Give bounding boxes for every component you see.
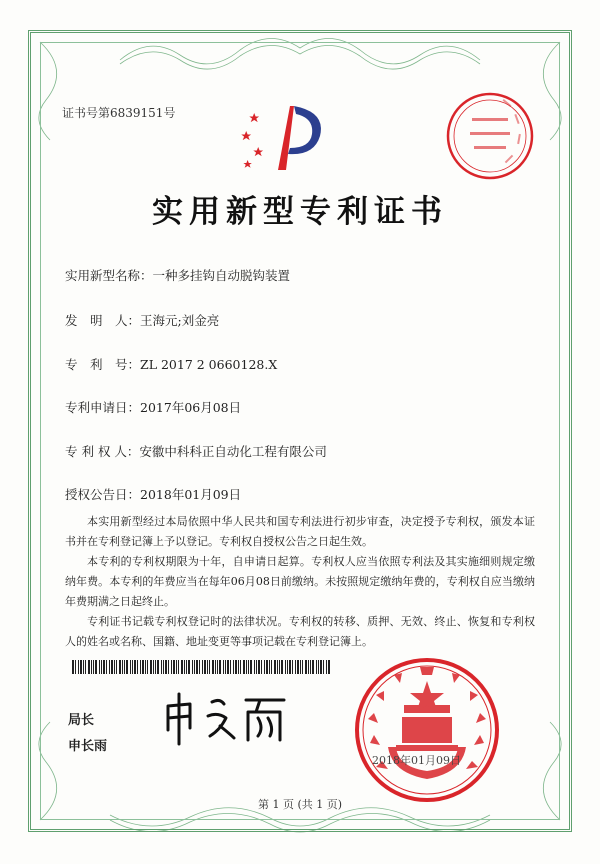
barcode-bar xyxy=(155,660,156,674)
barcode-bar xyxy=(103,660,105,674)
barcode-bar xyxy=(254,660,255,674)
barcode-bar xyxy=(111,660,113,674)
barcode-bar xyxy=(320,660,322,674)
barcode-bar xyxy=(281,660,283,674)
barcode-bar xyxy=(153,660,154,674)
barcode-bar xyxy=(168,660,169,674)
body-paragraph: 本专利的专利权期限为十年，自申请日起算。专利权人应当依照专利法及其实施细则规定缴纳年费。本专利的年费应当在每年06月08日前缴纳。未按照规定缴纳年费的，专利权自应当缴纳年费期满之日起终止。 xyxy=(65,555,535,608)
barcode-bar xyxy=(219,660,221,674)
barcode-bar xyxy=(323,660,324,674)
barcode-bar xyxy=(258,660,260,674)
barcode-bar xyxy=(212,660,214,674)
barcode-bar xyxy=(199,660,200,674)
barcode-bar xyxy=(256,660,257,674)
barcode-bar xyxy=(116,660,117,674)
barcode-bar xyxy=(233,660,234,674)
barcode-bar xyxy=(287,660,288,674)
barcode-bar xyxy=(173,660,175,674)
field-value: 2018年01月09日 xyxy=(140,487,242,502)
barcode-bar xyxy=(188,660,190,674)
field-value: 一种多挂钩自动脱钩装置 xyxy=(152,268,291,283)
barcode-bar xyxy=(217,660,218,674)
barcode-bar xyxy=(240,660,241,674)
barcode-bar xyxy=(140,660,141,674)
director-signature xyxy=(160,688,290,748)
barcode-bar xyxy=(122,660,123,674)
barcode-bar xyxy=(316,660,317,674)
barcode-bar xyxy=(269,660,270,674)
field-grant-date xyxy=(65,485,241,503)
barcode-bar xyxy=(305,660,307,674)
barcode-bar xyxy=(223,660,224,674)
barcode-bar xyxy=(78,660,79,674)
barcode-bar xyxy=(93,660,94,674)
barcode-bar xyxy=(95,660,97,674)
barcode-bar xyxy=(235,660,237,674)
barcode xyxy=(72,660,332,674)
barcode-bar xyxy=(289,660,291,674)
barcode-bar xyxy=(279,660,280,674)
barcode-bar xyxy=(196,660,198,674)
barcode-bar xyxy=(119,660,121,674)
barcode-bar xyxy=(114,660,115,674)
barcode-bar xyxy=(227,660,229,674)
barcode-bar xyxy=(271,660,272,674)
barcode-bar xyxy=(277,660,278,674)
barcode-bar xyxy=(85,660,86,674)
page-number: 第 1 页 (共 1 页) xyxy=(257,798,343,811)
field-patent-number xyxy=(65,355,277,373)
barcode-bar xyxy=(75,660,76,674)
field-label: 授权公告日： xyxy=(65,487,141,502)
barcode-bar xyxy=(225,660,226,674)
field-patentee xyxy=(65,442,327,460)
field-value: ZL 2017 2 0660128.X xyxy=(140,357,278,372)
field-filing-date xyxy=(65,398,241,416)
director-title: 局长 xyxy=(68,713,95,728)
barcode-bar xyxy=(99,660,100,674)
barcode-bar xyxy=(109,660,110,674)
barcode-bar xyxy=(161,660,162,674)
barcode-bar xyxy=(326,660,327,674)
barcode-bar xyxy=(157,660,159,674)
barcode-bar xyxy=(126,660,128,674)
barcode-bar xyxy=(302,660,303,674)
field-label: 专利申请日： xyxy=(65,400,141,415)
barcode-bar xyxy=(150,660,152,674)
barcode-bar xyxy=(184,660,185,674)
barcode-bar xyxy=(209,660,210,674)
barcode-bar xyxy=(230,660,231,674)
barcode-bar xyxy=(246,660,247,674)
agency-seal xyxy=(442,88,538,184)
director-name: 申长雨 xyxy=(68,739,108,754)
barcode-bar xyxy=(292,660,293,674)
body-paragraph: 本实用新型经过本局依照中华人民共和国专利法进行初步审查，决定授予专利权，颁发本证书并在专利登记簿上予以登记。专利权自授权公告之日起生效。 xyxy=(65,515,535,548)
barcode-bar xyxy=(297,660,299,674)
barcode-bar xyxy=(178,660,179,674)
field-inventor xyxy=(65,311,219,329)
barcode-bar xyxy=(147,660,148,674)
barcode-bar xyxy=(243,660,245,674)
barcode-bar xyxy=(261,660,262,674)
barcode-bar xyxy=(207,660,208,674)
field-value: 安徽中科科正自动化工程有限公司 xyxy=(139,444,327,459)
barcode-bar xyxy=(266,660,268,674)
barcode-bar xyxy=(132,660,133,674)
barcode-bar xyxy=(215,660,216,674)
barcode-bar xyxy=(106,660,107,674)
barcode-bar xyxy=(300,660,301,674)
barcode-bar xyxy=(250,660,252,674)
field-label: 专 利 权 人： xyxy=(65,444,140,459)
barcode-bar xyxy=(130,660,131,674)
certificate-title: 实用新型专利证书 xyxy=(152,194,448,230)
barcode-bar xyxy=(312,660,314,674)
state-seal xyxy=(352,655,502,805)
barcode-bar xyxy=(142,660,144,674)
field-label: 实用新型名称： xyxy=(65,268,153,283)
field-label: 专 利 号： xyxy=(65,357,141,372)
barcode-bar xyxy=(310,660,311,674)
barcode-bar xyxy=(328,660,330,674)
barcode-bar xyxy=(145,660,146,674)
barcode-bar xyxy=(171,660,172,674)
barcode-bar xyxy=(186,660,187,674)
field-value: 王海元;刘金亮 xyxy=(140,313,220,328)
patent-office-logo xyxy=(240,98,330,178)
barcode-bar xyxy=(285,660,286,674)
barcode-bar xyxy=(91,660,92,674)
barcode-bar xyxy=(134,660,136,674)
body-paragraph: 专利证书记载专利权登记时的法律状况。专利权的转移、质押、无效、终止、恢复和专利权人的姓名或名称、国籍、地址变更等事项记载在专利登记簿上。 xyxy=(65,615,535,648)
certificate-number: 证书号第6839151号 xyxy=(62,106,176,120)
barcode-bar xyxy=(264,660,265,674)
barcode-bar xyxy=(137,660,138,674)
barcode-bar xyxy=(101,660,102,674)
barcode-bar xyxy=(204,660,206,674)
barcode-bar xyxy=(163,660,164,674)
barcode-bar xyxy=(124,660,125,674)
barcode-bar xyxy=(238,660,239,674)
field-label: 发 明 人： xyxy=(65,313,141,328)
barcode-bar xyxy=(181,660,183,674)
barcode-bar xyxy=(88,660,90,674)
field-utility-model-name xyxy=(65,266,290,284)
barcode-bar xyxy=(318,660,319,674)
field-value: 2017年06月08日 xyxy=(140,400,242,415)
seal-date: 2018年01月09日 xyxy=(372,754,461,767)
barcode-bar xyxy=(295,660,296,674)
barcode-bar xyxy=(274,660,276,674)
barcode-bar xyxy=(83,660,84,674)
barcode-bar xyxy=(80,660,82,674)
certificate-body xyxy=(65,512,535,652)
barcode-bar xyxy=(176,660,177,674)
barcode-bar xyxy=(165,660,167,674)
barcode-bar xyxy=(308,660,309,674)
barcode-bar xyxy=(194,660,195,674)
barcode-bar xyxy=(202,660,203,674)
barcode-bar xyxy=(248,660,249,674)
barcode-bar xyxy=(72,660,74,674)
barcode-bar xyxy=(192,660,193,674)
